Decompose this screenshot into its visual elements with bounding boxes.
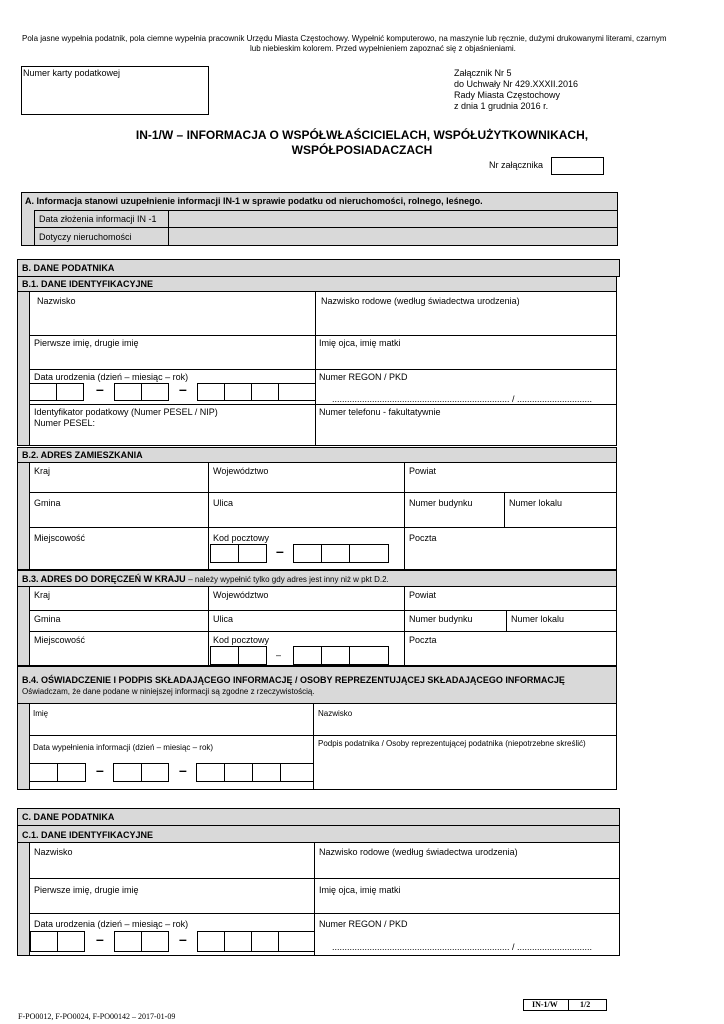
b4-date-day-digit-1[interactable]	[29, 763, 58, 782]
section-b4-title: B.4. OŚWIADCZENIE I PODPIS SKŁADAJĄCEGO INFORMACJĘ / OSOBY REPREZENTUJĄCEJ SKŁADAJĄCEGO INFORMACJĘ	[22, 675, 565, 685]
property-label-cell	[34, 227, 169, 246]
b4-date-dash-2: –	[179, 762, 187, 778]
b4-first-name-label: Imię	[33, 709, 49, 718]
section-c1-header	[17, 825, 620, 843]
property-label: Dotyczy nieruchomości	[39, 232, 132, 242]
b4-surname-field[interactable]	[313, 703, 617, 736]
b1-birth-date-label: Data urodzenia (dzień – miesiąc – rok)	[34, 372, 189, 382]
b3-street-label: Ulica	[213, 614, 234, 624]
annex-line: Rady Miasta Częstochowy	[454, 90, 561, 100]
b1-birth-dash-2: –	[179, 381, 187, 397]
b3-apartment-field[interactable]	[506, 610, 617, 632]
c1-parents-label: Imię ojca, imię matki	[319, 885, 401, 895]
b4-first-name-field[interactable]	[29, 703, 314, 736]
b4-date-year-digit-3[interactable]	[252, 763, 281, 782]
c1-regon-field[interactable]	[314, 913, 620, 956]
section-b-header	[17, 259, 620, 277]
b3-postal-digit-1[interactable]	[210, 646, 239, 665]
b1-family-name-label: Nazwisko rodowe (według świadectwa urodzenia)	[321, 296, 520, 306]
section-c-title: C. DANE PODATNIKA	[22, 812, 115, 822]
b4-date-day-digit-2[interactable]	[57, 763, 86, 782]
section-b3-note: – należy wypełnić tylko gdy adres jest inny niż w pkt D.2.	[188, 575, 389, 584]
c1-family-name-label: Nazwisko rodowe (według świadectwa urodzenia)	[319, 847, 518, 857]
b3-city-field[interactable]	[29, 631, 209, 666]
attachment-number-field[interactable]	[551, 157, 604, 175]
b1-birth-month-digit-2[interactable]	[141, 383, 169, 401]
footer-divider	[568, 1000, 569, 1011]
b1-regon-field[interactable]	[315, 369, 617, 405]
b1-birth-dash-1: –	[96, 381, 104, 397]
b4-date-year-digit-2[interactable]	[224, 763, 253, 782]
b2-post-office-field[interactable]	[404, 527, 617, 570]
b1-phone-field[interactable]	[315, 404, 617, 446]
annex-info	[454, 68, 578, 112]
footer-form-codes: F-PO0012, F-PO0024, F-PO00142 – 2017-01-09	[18, 1012, 176, 1021]
page-footer-box	[523, 999, 607, 1011]
b1-parents-field[interactable]	[315, 335, 617, 370]
section-b4-statement: Oświadczam, że dane podane w niniejszej informacji są zgodne z rzeczywistością.	[22, 687, 315, 696]
section-b3-title-text: B.3. ADRES DO DORĘCZEŃ W KRAJU	[22, 574, 186, 584]
b2-city-label: Miejscowość	[34, 533, 86, 543]
b1-regon-label: Numer REGON / PKD	[319, 372, 408, 382]
c1-parents-field[interactable]	[314, 878, 620, 914]
b1-birth-year-digit-4[interactable]	[278, 383, 316, 401]
c1-birth-dash-2: –	[179, 931, 187, 947]
intro-line-1: Pola jasne wypełnia podatnik, pola ciemne wypełnia pracownik Urzędu Miasta Częstochowy. Wypełnić komputerowo, na maszynie lub ręcznie, dużymi drukowanymi literami, czarnym	[22, 34, 667, 43]
b3-county-field[interactable]	[404, 586, 617, 611]
b2-country-field[interactable]	[29, 462, 209, 493]
annex-line: Załącznik Nr 5	[454, 68, 512, 78]
b3-postal-digit-5[interactable]	[349, 646, 389, 665]
section-b1-title: B.1. DANE IDENTYFIKACYJNE	[22, 279, 154, 289]
b4-date-year-digit-1[interactable]	[196, 763, 225, 782]
section-c1-title: C.1. DANE IDENTYFIKACYJNE	[22, 830, 154, 840]
c1-regon-dots: ....................................................................... / ..............................	[332, 942, 593, 952]
b4-date-year-digit-4[interactable]	[280, 763, 314, 782]
b2-building-label: Numer budynku	[409, 498, 473, 508]
b1-first-names-label: Pierwsze imię, drugie imię	[34, 338, 139, 348]
form-title-line-1: IN-1/W – INFORMACJA O WSPÓŁWŁAŚCICIELACH, WSPÓŁUŻYTKOWNIKACH,	[135, 128, 589, 142]
b3-country-field[interactable]	[29, 586, 209, 611]
c1-family-name-field[interactable]	[314, 842, 620, 879]
b3-city-label: Miejscowość	[34, 635, 86, 645]
attachment-number-label: Nr załącznika	[489, 160, 544, 170]
b1-birth-year-digit-2[interactable]	[224, 383, 252, 401]
b1-birth-year-digit-3[interactable]	[251, 383, 279, 401]
b1-tax-id-field[interactable]	[29, 404, 316, 446]
b1-phone-label: Numer telefonu - fakultatywnie	[319, 407, 441, 417]
b1-birth-year-digit-1[interactable]	[197, 383, 225, 401]
b2-postal-digit-2[interactable]	[238, 544, 267, 563]
c1-birth-month-digit-2[interactable]	[141, 931, 169, 952]
b2-postal-digit-1[interactable]	[210, 544, 239, 563]
b1-tax-id-label: Identyfikator podatkowy (Numer PESEL / NIP)	[34, 407, 218, 417]
b4-date-dash-1: –	[96, 762, 104, 778]
section-a-title: A. Informacja stanowi uzupełnienie informacji IN-1 w sprawie podatku od nieruchomości, rolnego, leśnego.	[25, 196, 483, 206]
c1-first-names-field[interactable]	[29, 878, 315, 914]
b3-voivodeship-field[interactable]	[208, 586, 405, 611]
b2-post-office-label: Poczta	[409, 533, 437, 543]
section-c-header	[17, 808, 620, 826]
c1-birth-day-digit-1[interactable]	[30, 931, 58, 952]
b1-first-names-field[interactable]	[29, 335, 316, 370]
b3-postal-dash: –	[276, 650, 282, 660]
c1-birth-dash-1: –	[96, 931, 104, 947]
property-field[interactable]	[168, 227, 618, 246]
b4-signature-field[interactable]	[313, 735, 617, 790]
c1-birth-day-digit-2[interactable]	[57, 931, 85, 952]
b1-birth-day-digit-2[interactable]	[56, 383, 84, 401]
c1-regon-label: Numer REGON / PKD	[319, 919, 408, 929]
b2-building-field[interactable]	[404, 492, 505, 528]
c1-first-names-label: Pierwsze imię, drugie imię	[34, 885, 139, 895]
b2-postal-label: Kod pocztowy	[213, 533, 270, 543]
b2-commune-label: Gmina	[34, 498, 61, 508]
b2-postal-digit-4[interactable]	[321, 544, 350, 563]
b3-postal-label: Kod pocztowy	[213, 635, 270, 645]
c1-surname-label: Nazwisko	[34, 847, 73, 857]
section-b1-header	[17, 276, 617, 292]
b3-apartment-label: Numer lokalu	[511, 614, 565, 624]
section-b-title: B. DANE PODATNIKA	[22, 263, 115, 273]
b1-parents-label: Imię ojca, imię matki	[319, 338, 401, 348]
b2-postal-digit-3[interactable]	[293, 544, 322, 563]
b1-family-name-field[interactable]	[315, 291, 617, 336]
b4-date-month-digit-2[interactable]	[141, 763, 169, 782]
b3-postal-digit-3[interactable]	[293, 646, 322, 665]
b1-pesel-label: Numer PESEL:	[34, 418, 96, 428]
c1-birth-year-digit-2[interactable]	[224, 931, 252, 952]
annex-line: z dnia 1 grudnia 2016 r.	[454, 101, 549, 111]
b2-apartment-label: Numer lokalu	[509, 498, 563, 508]
section-b2-header	[17, 447, 617, 463]
b2-commune-field[interactable]	[29, 492, 209, 528]
b2-street-label: Ulica	[213, 498, 234, 508]
b2-city-field[interactable]	[29, 527, 209, 570]
b1-birth-month-digit-1[interactable]	[114, 383, 142, 401]
annex-line: do Uchwały Nr 429.XXXII.2016	[454, 79, 579, 89]
b3-postal-digit-4[interactable]	[321, 646, 350, 665]
date-submitted-label-cell	[34, 210, 169, 228]
b3-post-office-label: Poczta	[409, 635, 437, 645]
date-submitted-label: Data złożenia informacji IN -1	[39, 214, 157, 224]
b2-street-field[interactable]	[208, 492, 405, 528]
c1-birth-year-digit-1[interactable]	[197, 931, 225, 952]
b4-date-month-digit-1[interactable]	[113, 763, 142, 782]
b4-surname-label: Nazwisko	[318, 709, 353, 718]
c1-surname-field[interactable]	[29, 842, 315, 879]
section-b3-header	[17, 570, 617, 587]
b2-country-label: Kraj	[34, 466, 51, 476]
b3-commune-field[interactable]	[29, 610, 209, 632]
b1-surname-field[interactable]	[29, 291, 316, 336]
c1-birth-year-digit-4[interactable]	[278, 931, 315, 952]
intro-line-2: lub niebieskim kolorem. Przed wypełnieniem zapoznać się z objaśnieniami.	[250, 44, 516, 53]
b1-surname-label: Nazwisko	[37, 296, 76, 306]
b3-voivodeship-label: Województwo	[213, 590, 269, 600]
b2-county-label: Powiat	[409, 466, 437, 476]
c1-birth-date-label: Data urodzenia (dzień – miesiąc – rok)	[34, 919, 189, 929]
c1-birth-year-digit-3[interactable]	[251, 931, 279, 952]
b1-birth-day-digit-1[interactable]	[29, 383, 57, 401]
b2-apartment-field[interactable]	[504, 492, 617, 528]
b2-county-field[interactable]	[404, 462, 617, 493]
b2-postal-dash: –	[276, 543, 284, 559]
footer-form-code: IN-1/W	[532, 1000, 558, 1009]
c1-birth-month-digit-1[interactable]	[114, 931, 142, 952]
b3-commune-label: Gmina	[34, 614, 61, 624]
b3-county-label: Powiat	[409, 590, 437, 600]
section-b3-title	[22, 574, 389, 584]
b3-building-label: Numer budynku	[409, 614, 473, 624]
b2-postal-digit-5[interactable]	[349, 544, 389, 563]
b3-postal-digit-2[interactable]	[238, 646, 267, 665]
date-submitted-field[interactable]	[168, 210, 618, 228]
b3-building-field[interactable]	[404, 610, 507, 632]
b2-voivodeship-field[interactable]	[208, 462, 405, 493]
tax-card-number-label: Numer karty podatkowej	[23, 68, 121, 78]
tax-card-number-field[interactable]	[21, 66, 209, 115]
b3-post-office-field[interactable]	[404, 631, 617, 666]
section-b2-title: B.2. ADRES ZAMIESZKANIA	[22, 450, 143, 460]
form-title-line-2: WSPÓŁPOSIADACZACH	[291, 143, 433, 157]
b4-signature-label: Podpis podatnika / Osoby reprezentującej podatnika (niepotrzebne skreślić)	[318, 739, 586, 748]
b3-country-label: Kraj	[34, 590, 51, 600]
b3-street-field[interactable]	[208, 610, 405, 632]
footer-page-number: 1/2	[580, 1000, 591, 1009]
b2-voivodeship-label: Województwo	[213, 466, 269, 476]
b4-fill-date-label: Data wypełnienia informacji (dzień – miesiąc – rok)	[33, 743, 214, 752]
b1-regon-dots: ....................................................................... / ..............................	[332, 394, 593, 404]
section-b4-header	[17, 666, 617, 704]
